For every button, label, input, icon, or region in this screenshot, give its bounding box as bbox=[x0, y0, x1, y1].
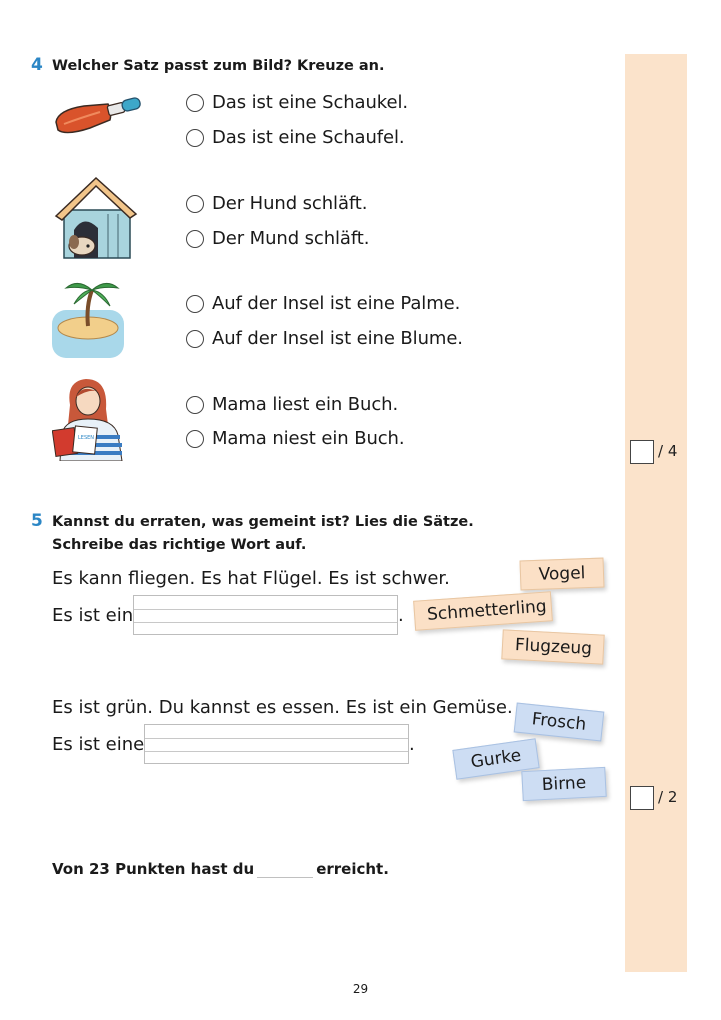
page-number: 29 bbox=[352, 982, 369, 996]
option-text: Der Mund schläft. bbox=[212, 228, 370, 249]
radio-circle[interactable] bbox=[186, 230, 204, 248]
option-schaufel[interactable] bbox=[186, 127, 405, 148]
riddle-1-prefix: Es ist ein bbox=[52, 605, 134, 626]
radio-circle[interactable] bbox=[186, 330, 204, 348]
riddle-2-prefix: Es ist eine bbox=[52, 734, 145, 755]
option-text: Der Hund schläft. bbox=[212, 193, 368, 214]
radio-circle[interactable] bbox=[186, 396, 204, 414]
word-card-gurke[interactable]: Gurke bbox=[452, 738, 539, 779]
riddle-2-answer-field[interactable] bbox=[144, 724, 409, 764]
riddle-1-clue: Es kann fliegen. Es hat Flügel. Es ist schwer. bbox=[52, 568, 450, 589]
riddle-1-answer-field[interactable] bbox=[133, 595, 398, 635]
radio-circle[interactable] bbox=[186, 430, 204, 448]
task-5-question-line-2: Schreibe das richtige Wort auf. bbox=[52, 537, 307, 553]
total-points-text-before: Von 23 Punkten hast du bbox=[52, 860, 255, 878]
option-text: Das ist eine Schaufel. bbox=[212, 127, 405, 148]
task-4-question: Welcher Satz passt zum Bild? Kreuze an. bbox=[52, 58, 385, 74]
radio-circle[interactable] bbox=[186, 129, 204, 147]
score-box-task-4[interactable] bbox=[630, 440, 654, 464]
option-text: Auf der Insel ist eine Palme. bbox=[212, 293, 461, 314]
task-4-number: 4 bbox=[31, 55, 43, 75]
word-card-frosch[interactable]: Frosch bbox=[514, 702, 605, 741]
score-label-task-5: / 2 bbox=[658, 788, 678, 806]
island-palm-icon bbox=[52, 276, 124, 360]
book-label: LESEN bbox=[78, 435, 95, 441]
option-text: Das ist eine Schaukel. bbox=[212, 92, 408, 113]
radio-circle[interactable] bbox=[186, 195, 204, 213]
radio-circle[interactable] bbox=[186, 94, 204, 112]
score-box-task-5[interactable] bbox=[630, 786, 654, 810]
option-text: Mama liest ein Buch. bbox=[212, 394, 399, 415]
option-liest[interactable] bbox=[186, 394, 398, 415]
total-points-blank[interactable] bbox=[257, 859, 313, 878]
word-card-schmetterling[interactable]: Schmetterling bbox=[413, 591, 553, 631]
riddle-2-period: . bbox=[409, 734, 415, 755]
riddle-1-period: . bbox=[398, 605, 404, 626]
option-text: Mama niest ein Buch. bbox=[212, 428, 405, 449]
scoring-sidebar bbox=[625, 54, 687, 972]
word-card-vogel[interactable]: Vogel bbox=[520, 558, 605, 591]
total-points-line bbox=[52, 859, 389, 878]
trowel-shovel-icon bbox=[50, 96, 142, 140]
option-niest[interactable] bbox=[186, 428, 404, 449]
option-schaukel[interactable] bbox=[186, 92, 408, 113]
score-label-task-4: / 4 bbox=[658, 442, 678, 460]
task-5-question-line-1: Kannst du erraten, was gemeint ist? Lies die Sätze. bbox=[52, 514, 474, 530]
task-5-number: 5 bbox=[31, 511, 43, 531]
woman-reading-icon bbox=[52, 375, 128, 461]
option-mund[interactable] bbox=[186, 228, 369, 249]
option-palme[interactable] bbox=[186, 293, 460, 314]
total-points-text-after: erreicht. bbox=[316, 860, 389, 878]
doghouse-icon bbox=[52, 174, 138, 262]
option-hund[interactable] bbox=[186, 193, 367, 214]
option-text: Auf der Insel ist eine Blume. bbox=[212, 328, 463, 349]
word-card-birne[interactable]: Birne bbox=[521, 767, 606, 801]
option-blume[interactable] bbox=[186, 328, 463, 349]
word-card-flugzeug[interactable]: Flugzeug bbox=[501, 629, 604, 664]
radio-circle[interactable] bbox=[186, 295, 204, 313]
riddle-2-clue: Es ist grün. Du kannst es essen. Es ist ein Gemüse. bbox=[52, 697, 513, 718]
